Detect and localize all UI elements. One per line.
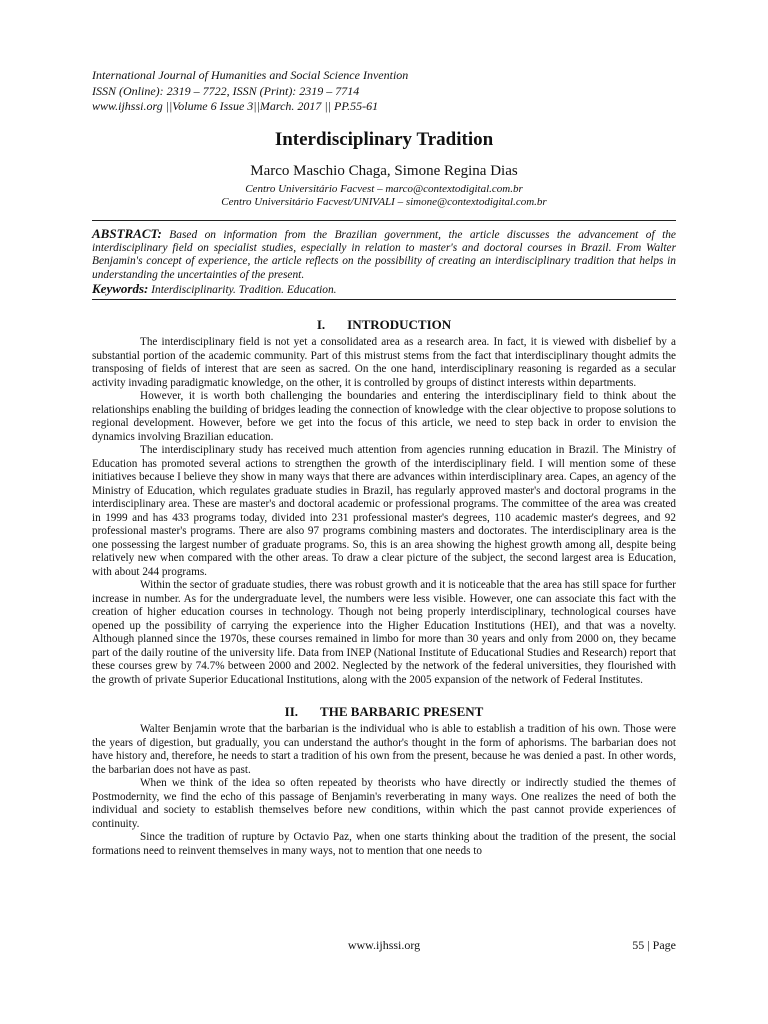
abstract-label: ABSTRACT: [92, 225, 162, 241]
paragraph: When we think of the idea so often repeated by theorists who have directly or indirectly studied the themes of Postmodernity, we find the echo of this passage of Benjamin's reverberating in many ways. One realizes the need of both the individual and society to establish themselves before new conditions, within which the past cannot provide experiences of continuity. [92, 777, 676, 830]
abstract [92, 227, 676, 283]
paragraph: Since the tradition of rupture by Octavio Paz, when one starts thinking about the tradition of the present, the social formations need to reinvent themselves in many ways, not to mention that one needs to [92, 831, 676, 857]
paper-title: Interdisciplinary Tradition [274, 128, 494, 150]
paper-authors: Marco Maschio Chaga, Simone Regina Dias [250, 162, 518, 179]
paragraph: The interdisciplinary field is not yet a consolidated area as a research area. In fact, it is viewed with disbelief by a substantial portion of the academic community. Part of this mistrust stems from the fact that interdisciplinary thought admits the transposing of fields of interest that are seen as sacred. On the one hand, interdisciplinary reasoning is regarded as a secular activity invading paradigmatic knowledge, on the other, it is controlled by groups of distinct interests within departments. [92, 336, 676, 389]
journal-volume: www.ijhssi.org ||Volume 6 Issue 3||March. 2017 || PP.55-61 [92, 99, 379, 113]
section-title: INTRODUCTION [347, 317, 452, 333]
journal-header [92, 68, 676, 115]
paragraph: The interdisciplinary study has received much attention from agencies running education in Brazil. The Ministry of Education has promoted several actions to strengthen the growth of the interdisciplinary field. I will mention some of these initiatives because I believe they show in many ways that there are advances within interdisciplinary area. Capes, an agency of the Ministry of Education, which regulates graduate studies in Brazil, has regularly approved master's and doctoral programs in the interdisciplinary area. These are master's and doctoral academic or professional programs. The committee of the area was created in 1999 and has 433 programs today, divided into 231 professional master's degrees, 110 academic master's degrees, and 92 professional master's programs. There are also 97 programs combining masters and doctorates. The interdisciplinary area is the one possessing the largest number of graduate programs. So, this is an area showing the highest growth among all, despite being relatively new when compared with the other areas. To draw a clear picture of the subject, the second largest area is Education, with about 244 programs. [92, 444, 676, 578]
abstract-text: Based on information from the Brazilian government, the article discusses the advancement of the interdisciplinary field on specialist studies, especially in relation to master's and doctoral courses in Brazil. From Walter Benjamin's concept of experience, the article reflects on the possibility of creating an interdisciplinary tradition that helps in understanding the uncertainties of the present. [92, 228, 676, 281]
section-number: II. [284, 704, 299, 720]
section-number: I. [316, 317, 326, 333]
page-number: 55 | Page [632, 938, 676, 952]
page-footer [92, 938, 676, 954]
abstract-bottom-rule [92, 299, 676, 300]
paragraph: However, it is worth both challenging the boundaries and entering the interdisciplinary field to think about the relationships enabling the building of bridges leading the connection of knowledge with the clear objective to propose solutions to regional development. However, before we get into the focus of this article, we need to step back in order to envision the dynamics involving Brazilian education. [92, 390, 676, 443]
affiliation-2: Centro Universitário Facvest/UNIVALI – simone@contextodigital.com.br [221, 196, 547, 208]
affiliation-1: Centro Universitário Facvest – marco@contextodigital.com.br [245, 182, 523, 195]
keywords [92, 282, 676, 297]
journal-issn: ISSN (Online): 2319 – 7722, ISSN (Print): 2319 – 7714 [92, 83, 360, 98]
paragraph: Walter Benjamin wrote that the barbarian is the individual who is able to establish a tradition of his own. Those were the years of digestion, but gradually, you can understand the author's thought in the form of aphorisms. The barbarian does not have history and, therefore, he needs to start a tradition of his own from the present, because he was denied a past. In other words, the barbarian does not have as past. [92, 723, 676, 776]
section-heading-barbaric-present [92, 704, 676, 719]
keywords-label: Keywords: [92, 281, 149, 297]
paper-page [92, 68, 676, 858]
keywords-text: Interdisciplinarity. Tradition. Education. [151, 284, 337, 297]
section-title: THE BARBARIC PRESENT [320, 704, 484, 720]
paragraph: Within the sector of graduate studies, there was robust growth and it is noticeable that the area has still space for further increase in number. As for the undergraduate level, the numbers were less visible. However, one can associate this fact with the creation of higher education courses in technology. Though not being properly interdisciplinary, technological courses have opened up the possibility of carrying the experience into the Higher Education Institutions (HEI), and that was a novelty. Although planned since the 1970s, these courses remained in limbo for more than 30 years and only from 2000 on, they became part of the daily routine of the university life. Data from INEP (National Institute of Educational Studies and Research) report that these courses grew by 74.7% between 2000 and 2002. Neglected by the network of the federal universities, they flourished with the growth of private Superior Educational Institutions, along with the 2005 expansion of the network of Federal Institutes. [92, 579, 676, 686]
footer-url[interactable]: www.ijhssi.org [347, 938, 421, 952]
section-heading-introduction [92, 317, 676, 332]
affiliations [92, 183, 676, 210]
journal-name: International Journal of Humanities and Social Science Invention [92, 68, 409, 82]
abstract-top-rule [92, 220, 676, 221]
